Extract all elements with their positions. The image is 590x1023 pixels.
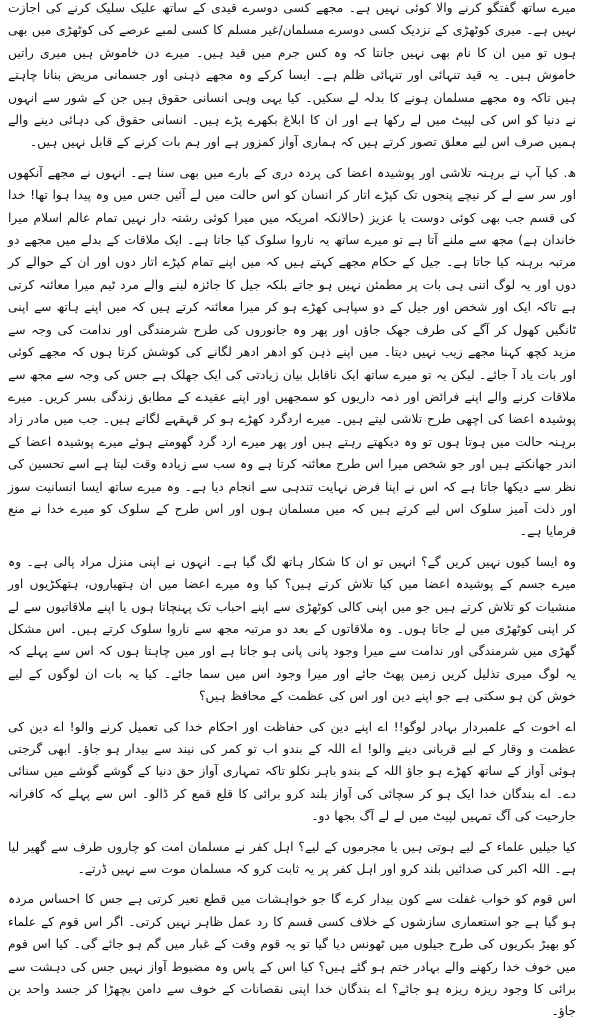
paragraph-4: اے اخوت کے علمبردار بہادر لوگو!! اے اپنے دین کی حفاظت اور احکام خدا کی تعمیل کرنے والو! اے دین کی عظمت و وقار کے لیے قربانی دینے والو! اے اللہ کے بندو اب تو کمر کی نیند سے بیدار ہو جاؤ۔ ابھی گرجتی ہوئی آواز کے ساتھ کھڑے ہو جاؤ اللہ کے بندو باہر نکلو تاکہ تمہاری آواز حق دنیا کے گوشے گوشے میں سنائی دے۔ اے بندگان خدا ایک ہو کر سچائی کی آواز بلند کرو برائی کا قلع قمع کر ڈالو۔ اس سے پہلے کہ کافرانہ جارحیت کی آگ تمہیں لپیٹ میں لے لے آگ بجھا دو۔ bbox=[8, 719, 576, 824]
paragraph-3: وہ ایسا کیوں نہیں کریں گے؟ انہیں تو ان کا شکار ہاتھ لگ گیا ہے۔ انہوں نے اپنی منزل مراد پالی ہے۔ وہ میرے جسم کے پوشیدہ اعضا میں کیا تلاش کرتے ہیں؟ کیا وہ میرے اعضا میں ان ہتھیاروں، ہتھکڑیوں اور منشیات کو تلاش کرتے ہیں جو میں اپنی کالی کوٹھڑی سے اپنے احباب تک پہنچاتا ہوں یا اپنے ملاقاتیوں سے لے کر اپنی کوٹھڑی میں لے جاتا ہوں۔ وہ ملاقاتوں کے بعد دو مرتبہ مجھ سے ناروا سلوک کرتے ہیں۔ اس مشکل گھڑی میں شرمندگی اور ندامت سے میرا وجود پانی پانی ہو جاتا ہے اور میں چاہتا ہوں کہ اس سے پہلے کہ یہ لوگ میری تذلیل کریں زمین پھٹ جائے اور میرا وجود اس میں سما جائے۔ کیا یہ بات ان لوگوں کے لیے خوش کن ہو سکتی ہے جو اپنے دین اور اس کی عظمت کے محافظ ہیں؟ bbox=[8, 554, 576, 704]
paragraph-1: میرے ساتھ گفتگو کرنے والا کوئی نہیں ہے۔ مجھے کسی دوسرے قیدی کے ساتھ علیک سلیک کرنے کی اجازت نہیں ہے۔ میری کوٹھڑی کے نزدیک کسی دوسرے مسلمان/غیر مسلم کا کسی لمبے عرصے کی کوٹھڑی میں بھی ہوں تو میں ان کا نام بھی نہیں جانتا کہ وہ کس جرم میں قید ہیں۔ میرے دن خاموش ہیں میری راتیں خاموش ہیں۔ یہ قید تنہائی اور تنہائی ظلم ہے۔ ایسا کرکے وہ مجھے ذہنی اور جسمانی مریض بنانا چاہتے ہیں تاکہ وہ مجھے مسلمان ہونے کا بدلہ لے سکیں۔ کیا یہی وہی انسانی حقوق ہیں جن کے شور سے انہوں نے دنیا کو اس کی لپیٹ میں لے رکھا ہے اور ان کا ابلاغ بکھرے پڑے ہیں۔ انسانی حقوق کی دہائی دینے والے ہمیں صرف اس لیے معلق تصور کرتے ہیں کہ ہماری آواز کمزور ہے اور ہم بات کرنے کے قابل نہیں ہیں۔ bbox=[8, 1, 576, 150]
paragraph-5: کیا جیلیں علماء کے لیے ہوتی ہیں یا مجرموں کے لیے؟ اہل کفر نے مسلمان امت کو چاروں طرف سے گھیر لیا ہے۔ اللہ اکبر کی صدائیں بلند کرو اور اہل کفر پر یہ ثابت کرو کہ مسلمان موت سے نہیں ڈرتے۔ bbox=[8, 839, 576, 877]
paragraph-2: ھ. کیا آپ نے برہنہ تلاشی اور پوشیدہ اعضا کی پردہ دری کے بارے میں بھی سنا ہے۔ انہوں نے مجھے آنکھوں اور سر سے لے کر نیچے پنجوں تک کپڑے اتار کر انسان کو اس حالت میں لے آئیں جس میں وہ پیدا ہوا تھا! خدا کی قسم جب بھی کوئی دوست یا عزیز (حالانکہ امریکہ میں میرا کوئی رشتہ دار نہیں تمام عالم اسلام میرا خاندان ہے) مجھ سے ملنے آتا ہے تو میرے ساتھ یہ ناروا سلوک کیا جاتا ہے۔ ایک ملاقات کے بدلے میں مجھے دو مرتبہ برہنہ کیا جاتا ہے۔ جیل کے حکام مجھے کہتے ہیں کہ میں اپنے تمام کپڑے اتار دوں اور ان کے حوالے کر دوں اور یہ لوگ اتنی ہی بات پر مطمئن نہیں ہو جاتے بلکہ جیل کا جائزہ لینے والے مرد ٹیم میرا معائنہ کرتی ہے تاکہ ایک اور شخص اور جیل کے دو سپاہی کھڑے ہو کر میرا معائنہ کرتے ہیں کہ میں اپنے ہاتھ سے اپنی ٹانگیں کھول کر آگے کی طرف جھک جاؤں اور پھر وہ جانوروں کی طرح شرمندگی اور ندامت کی وجہ سے مزید کچھ کہنا مجھے زیب نہیں دیتا۔ میں اپنے ذہن کو ادھر ادھر لگانے کی کوشش کرتا ہوں کہ مجھے کوئی اور بات یاد آ جائے۔ لیکن یہ تو میرے ساتھ ایک ناقابل بیان زیادتی کی ایک جھلک ہے جس کی وجہ سے مجھ سے ملاقات کرنے والے اپنے فرائض اور ذمہ داریوں کو سمجھیں اور اپنے عقیدے کے مطابق زندگی بسر کریں۔ میرے پوشیدہ اعضا کی اچھی طرح تلاشی لیتے ہیں۔ میرے اردگرد کھڑے ہو کر قہقہے لگاتے ہیں۔ جب میں مادر زاد برہنہ حالت میں ہوتا ہوں تو وہ دیکھتے رہتے ہیں اور پھر میرے ارد گرد گھومتے ہوئے میرے پوشیدہ اعضا کے اندر جھانکتے ہیں اور جو شخص میرا اس طرح معائنہ کرتا ہے وہ سب سے زیادہ وقت لیتا ہے اسے تحسین کی نظر سے دیکھا جاتا ہے کہ اس نے اپنا فرض نہایت تندہی سے انجام دیا ہے۔ وہ میرے ساتھ ایسا انسانیت سوز اور ذلت آمیز سلوک اس لیے کرتے ہیں کہ میں مسلمان ہوں اور اس طرح کے سلوک کو میرے خدا نے منع فرمایا ہے۔ bbox=[8, 165, 576, 539]
paragraph-6: اس قوم کو خواب غفلت سے کون بیدار کرے گا جو خواہشات میں قطع تعیر کرتی ہے جس کا احساس مردہ ہو گیا ہے جو استعماری سازشوں کے خلاف کسی قسم کا رد عمل ظاہر نہیں کرتی۔ اگر اس قوم کے علماء کو بھیڑ بکریوں کی طرح جیلوں میں ٹھونس دیا گیا تو یہ قوم وقت کے غبار میں گم ہو جائے گی۔ کیا اس قوم میں خوف خدا رکھنے والے بہادر ختم ہو گئے ہیں؟ کیا اس کے پاس وہ مضبوط آواز نہیں جس کی دہشت سے برائی کا وجود ریزہ ریزہ ہو جائے؟ اے بندگان خدا اپنی نقصانات کے خوف سے دامن بچھڑا کر جسد واحد بن جاؤ۔ bbox=[8, 892, 576, 1019]
